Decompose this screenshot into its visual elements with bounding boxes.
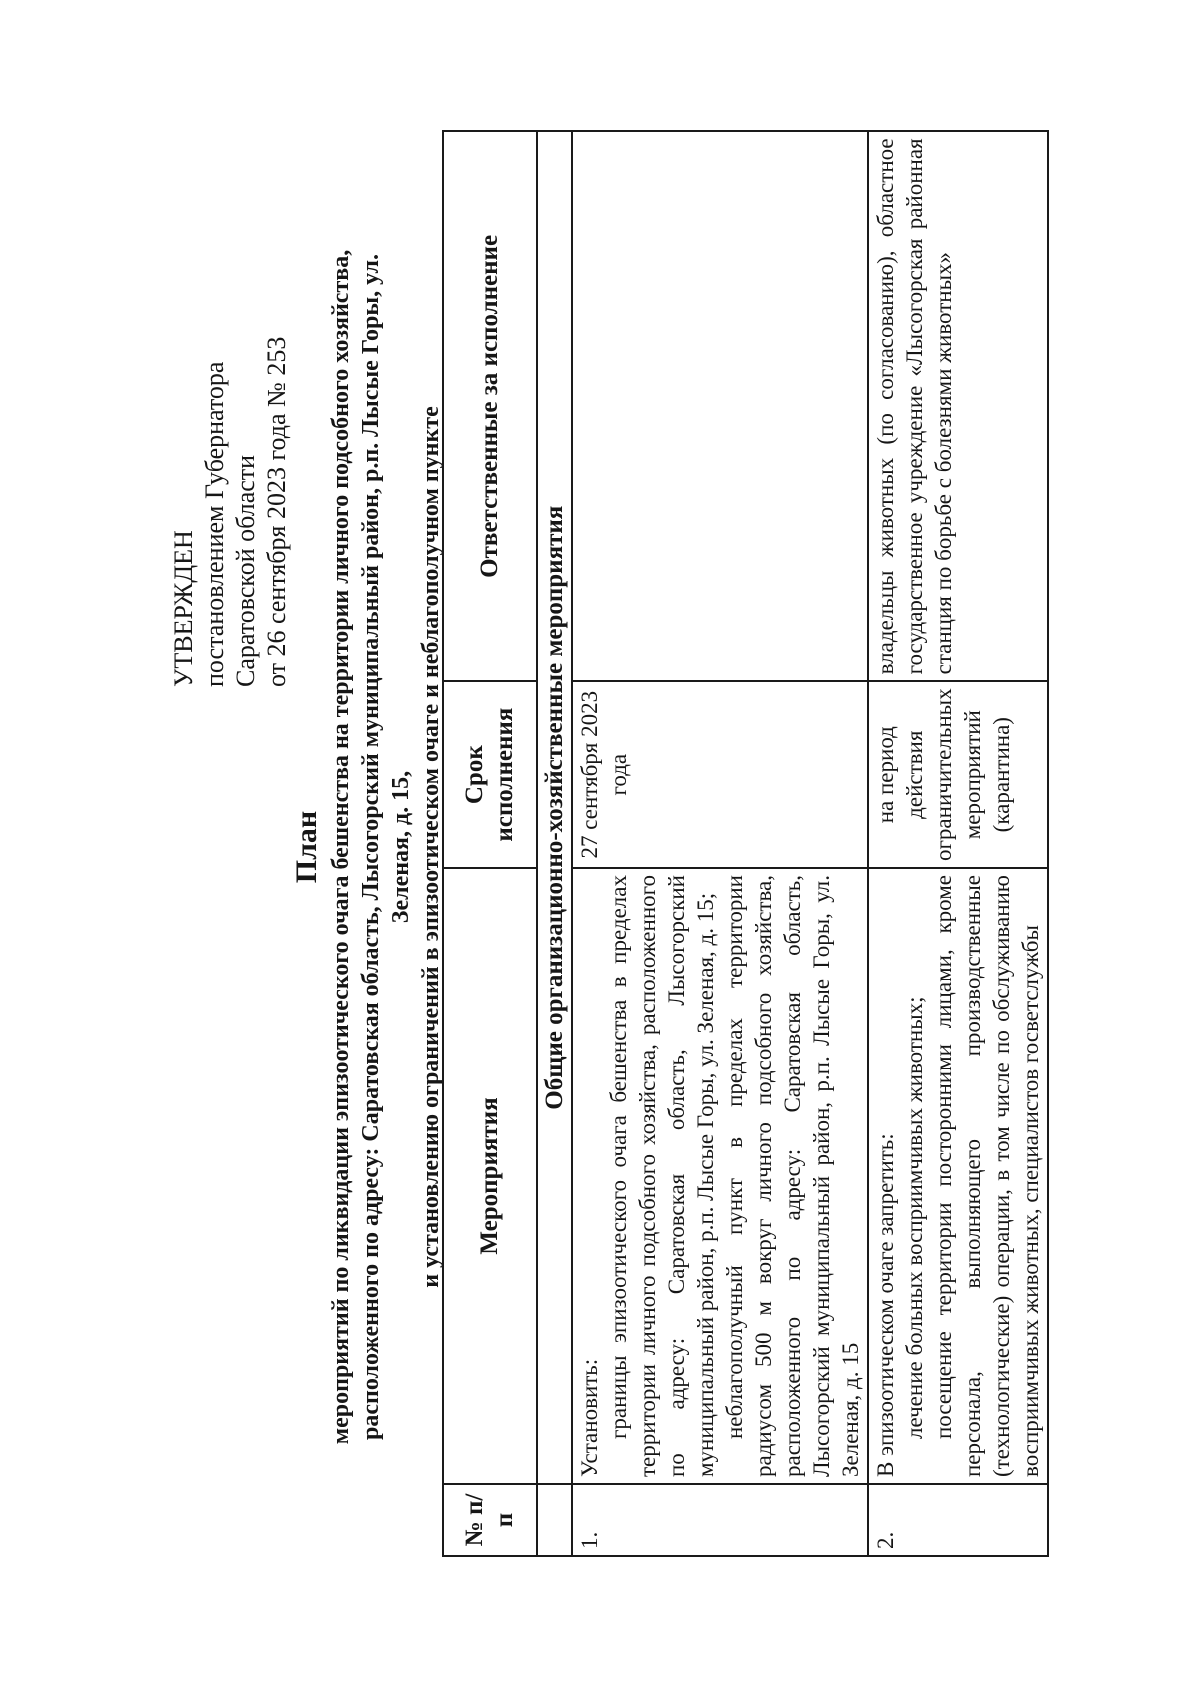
measure-paragraph: границы эпизоотического очага бешенства в пределах территории личного подсобного хозяйства, расположенного по адресу: Саратовская область, Лысогорский муниципальный район, р.п. Лысые Горы, ул. Зеленая, д. 15; — [606, 875, 718, 1477]
section-title: Общие организационно-хозяйственные мероприятия — [537, 131, 572, 1484]
table-row — [868, 131, 1048, 1556]
subtitle-line-1: мероприятий по ликвидации эпизоотического очага бешенства на территории личного подсобного хозяйства, — [328, 249, 354, 1445]
row-measures — [868, 868, 1048, 1484]
approval-line-2: постановлением Губернатора — [200, 361, 229, 687]
approval-stamp — [168, 337, 292, 687]
row-responsible — [572, 131, 868, 681]
subtitle-line-2: расположенного по адресу: Саратовская область, Лысогорский муниципальный район, р.п. Лысые Горы, ул. Зеленая, д. 15, — [358, 254, 414, 1440]
plan-table — [442, 130, 1049, 1557]
table-row — [572, 131, 868, 1556]
approval-line-4: от 26 сентября 2023 года № 253 — [262, 336, 291, 687]
section-num-cell — [537, 1484, 572, 1556]
row-measures — [572, 868, 868, 1484]
approval-line-1: УТВЕРЖДЕН — [169, 530, 198, 687]
row-number: 1. — [572, 1484, 868, 1556]
header-num: № п/п — [443, 1484, 537, 1556]
document-title: План — [290, 810, 323, 884]
header-measures: Мероприятия — [443, 868, 537, 1484]
measure-paragraph: лечение больных восприимчивых животных; — [902, 996, 927, 1439]
measure-paragraph: Установить: — [577, 1358, 602, 1477]
row-deadline: 27 сентября 2023 года — [572, 681, 868, 868]
document-heading — [288, 217, 446, 1477]
measure-paragraph: неблагополучный пункт в пределах территории радиусом 500 м вокруг личного подсобного хозяйства, расположенного по адресу: Саратовская область, Лысогорский муниципальный район, р.п. Лысые Горы, ул. Зеленая, д. 15 — [722, 875, 863, 1477]
row-responsible: владельцы животных (по согласованию), областное государственное учреждение «Лысогорская районная станция по борьбе с болезнями животных» — [868, 131, 1048, 681]
table-header-row — [443, 131, 537, 1556]
measure-paragraph: В эпизоотическом очаге запретить: — [873, 1133, 898, 1477]
approval-line-3: Саратовской области — [231, 454, 260, 687]
row-number: 2. — [868, 1484, 1048, 1556]
row-deadline: на период действия ограничительных мероприятий (карантина) — [868, 681, 1048, 868]
header-responsible: Ответственные за исполнение — [443, 131, 537, 681]
measure-paragraph: посещение территории посторонними лицами, кроме персонала, выполняющего производственные (технологические) операции, в том числе по обслуживанию восприимчивых животных, специалистов госветслужбы — [931, 875, 1043, 1477]
header-deadline: Срок исполнения — [443, 681, 537, 868]
subtitle-line-3: и установлению ограничений в эпизоотическом очаге и неблагополучном пункте — [418, 406, 444, 1288]
section-row — [537, 131, 572, 1556]
